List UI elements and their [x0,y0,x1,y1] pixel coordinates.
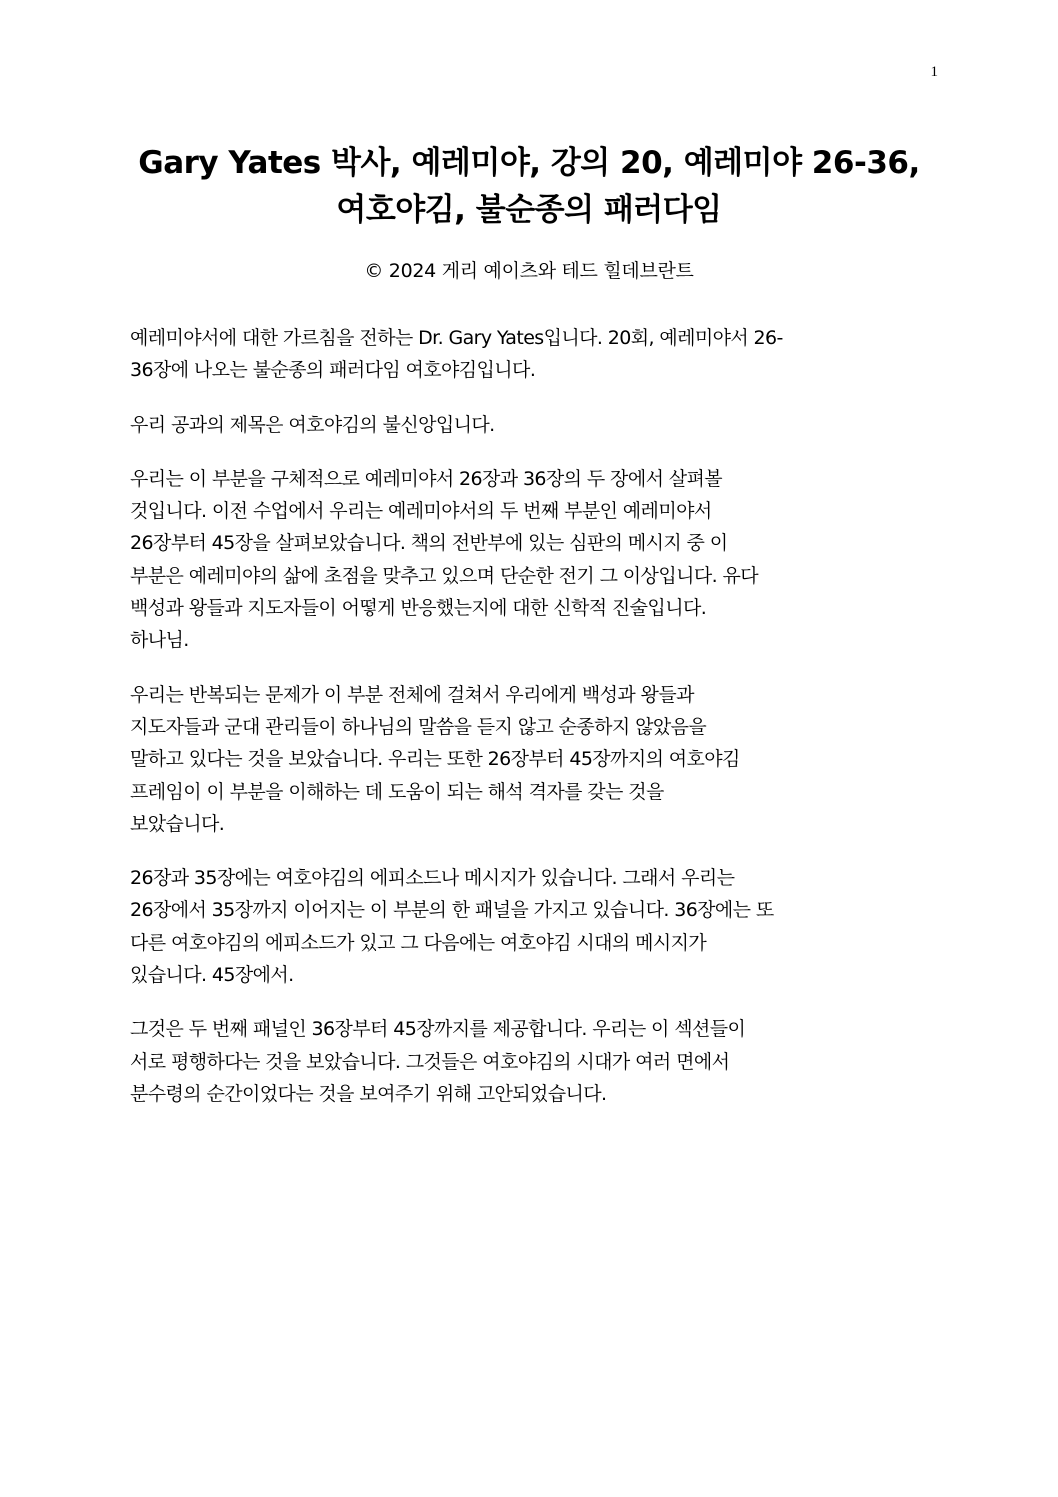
paragraph-line: 우리는 이 부분을 구체적으로 예레미야서 26장과 36장의 두 장에서 살펴볼 [130,467,723,490]
paragraph-4 [130,679,930,840]
paragraph-line: 26장부터 45장을 살펴보았습니다. 책의 전반부에 있는 심판의 메시지 중 이 [130,532,728,555]
paragraph-line: 있습니다. 45장에서. [130,964,294,987]
paragraph-line: 그것은 두 번째 패널인 36장부터 45장까지를 제공합니다. 우리는 이 섹션들이 [130,1018,746,1041]
paragraph-line: 36장에 나오는 불순종의 패러다임 여호야김입니다. [130,359,536,382]
document-title [80,140,978,233]
paragraph-line: 말하고 있다는 것을 보았습니다. 우리는 또한 26장부터 45장까지의 여호야김 [130,748,740,771]
copyright-line: © 2024 게리 예이츠와 테드 힐데브란트 [364,260,694,282]
paragraph-1 [130,322,930,387]
paragraph-line: 부분은 예레미야의 삶에 초점을 맞추고 있으며 단순한 전기 그 이상입니다. 유다 [130,564,758,587]
paragraph-line: 프레임이 이 부분을 이해하는 데 도움이 되는 해석 격자를 갖는 것을 [130,780,664,803]
paragraph-line: 지도자들과 군대 관리들이 하나님의 말씀을 듣지 않고 순종하지 않았음을 [130,715,707,738]
paragraph-line: 분수령의 순간이었다는 것을 보여주기 위해 고안되었습니다. [130,1082,607,1105]
title-line-2: 여호야김, 불순종의 패러다임 [336,191,722,228]
page-number: 1 [930,64,938,80]
paragraph-line: 예레미야서에 대한 가르침을 전하는 Dr. Gary Yates입니다. 20회, 예레미야서 26- [130,327,783,349]
paragraph-line: 다른 여호야김의 에피소드가 있고 그 다음에는 여호야김 시대의 메시지가 [130,931,707,954]
paragraph-line: 백성과 왕들과 지도자들이 어떻게 반응했는지에 대한 신학적 진술입니다. [130,597,707,620]
paragraph-line: 26장과 35장에는 여호야김의 에피소드나 메시지가 있습니다. 그래서 우리는 [130,867,735,890]
paragraph-6 [130,1013,930,1110]
title-line-1: Gary Yates 박사, 예레미야, 강의 20, 예레미야 26-36, [138,145,920,181]
paragraph-5 [130,862,930,991]
paragraph-line: 26장에서 35장까지 이어지는 이 부분의 한 패널을 가지고 있습니다. 36장에는 또 [130,899,774,922]
paragraph-line: 보았습니다. [130,812,225,835]
paragraph-line: 하나님. [130,629,189,652]
paragraph-line: 서로 평행하다는 것을 보았습니다. 그것들은 여호야김의 시대가 여러 면에서 [130,1050,730,1073]
paragraph-2 [130,409,930,441]
paragraph-line: 것입니다. 이전 수업에서 우리는 예레미야서의 두 번째 부분인 예레미야서 [130,500,712,523]
paragraph-line: 우리는 반복되는 문제가 이 부분 전체에 걸쳐서 우리에게 백성과 왕들과 [130,683,694,706]
paragraph-3 [130,463,930,657]
paragraph-line: 우리 공과의 제목은 여호야김의 불신앙입니다. [130,413,495,436]
document-body [130,322,930,1132]
